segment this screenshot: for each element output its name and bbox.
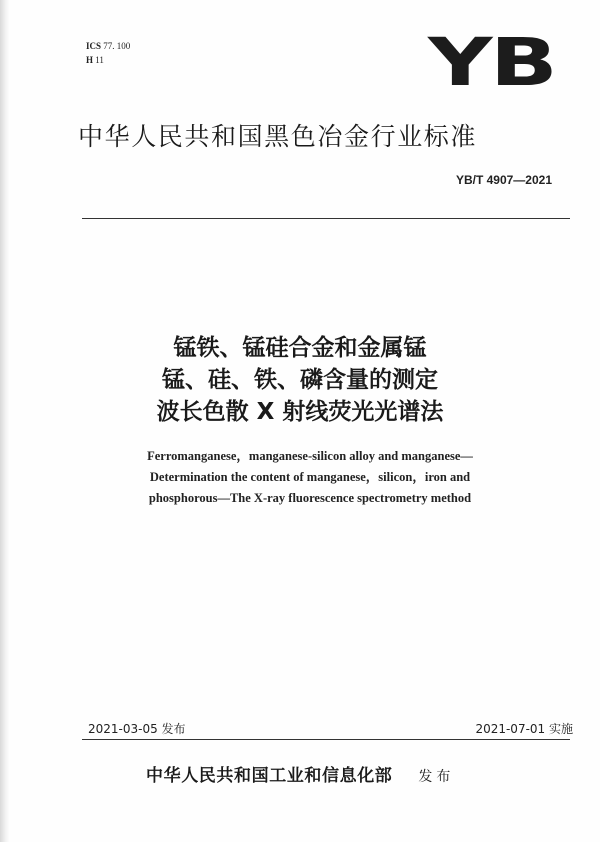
english-title	[100, 446, 520, 509]
chinese-title	[0, 332, 600, 428]
chinese-title-line-3: 波长色散 X 射线荧光光谱法	[156, 399, 444, 425]
implement-date: 2021-07-01 实施	[475, 722, 573, 736]
issuer-suffix: 发布	[418, 769, 455, 785]
header-divider	[82, 218, 570, 219]
english-title-line-2: Determination the content of manganese，silicon，iron and	[149, 470, 471, 484]
chinese-title-line-2: 锰、硅、铁、磷含量的测定	[162, 367, 438, 393]
english-title-line-1: Ferromanganese，manganese-silicon alloy and manganese—	[147, 449, 473, 463]
yb-logo: YB	[428, 24, 556, 101]
standard-number: YB/T 4907—2021	[455, 173, 552, 187]
publish-date: 2021-03-05 发布	[88, 722, 186, 736]
chinese-title-line-1: 锰铁、锰硅合金和金属锰	[173, 335, 427, 361]
ics-code: ICS 77. 100	[86, 41, 131, 51]
classification-codes	[86, 39, 130, 67]
issuer-name: 中华人民共和国工业和信息化部	[146, 766, 393, 786]
standard-category-title: 中华人民共和国黑色冶金行业标准	[78, 122, 478, 151]
english-title-line-3: phosphorous—The X-ray fluorescence spectrometry method	[148, 491, 472, 505]
issuing-authority	[146, 761, 454, 786]
footer-divider	[82, 739, 570, 740]
ccs-code: H 11	[86, 55, 104, 65]
